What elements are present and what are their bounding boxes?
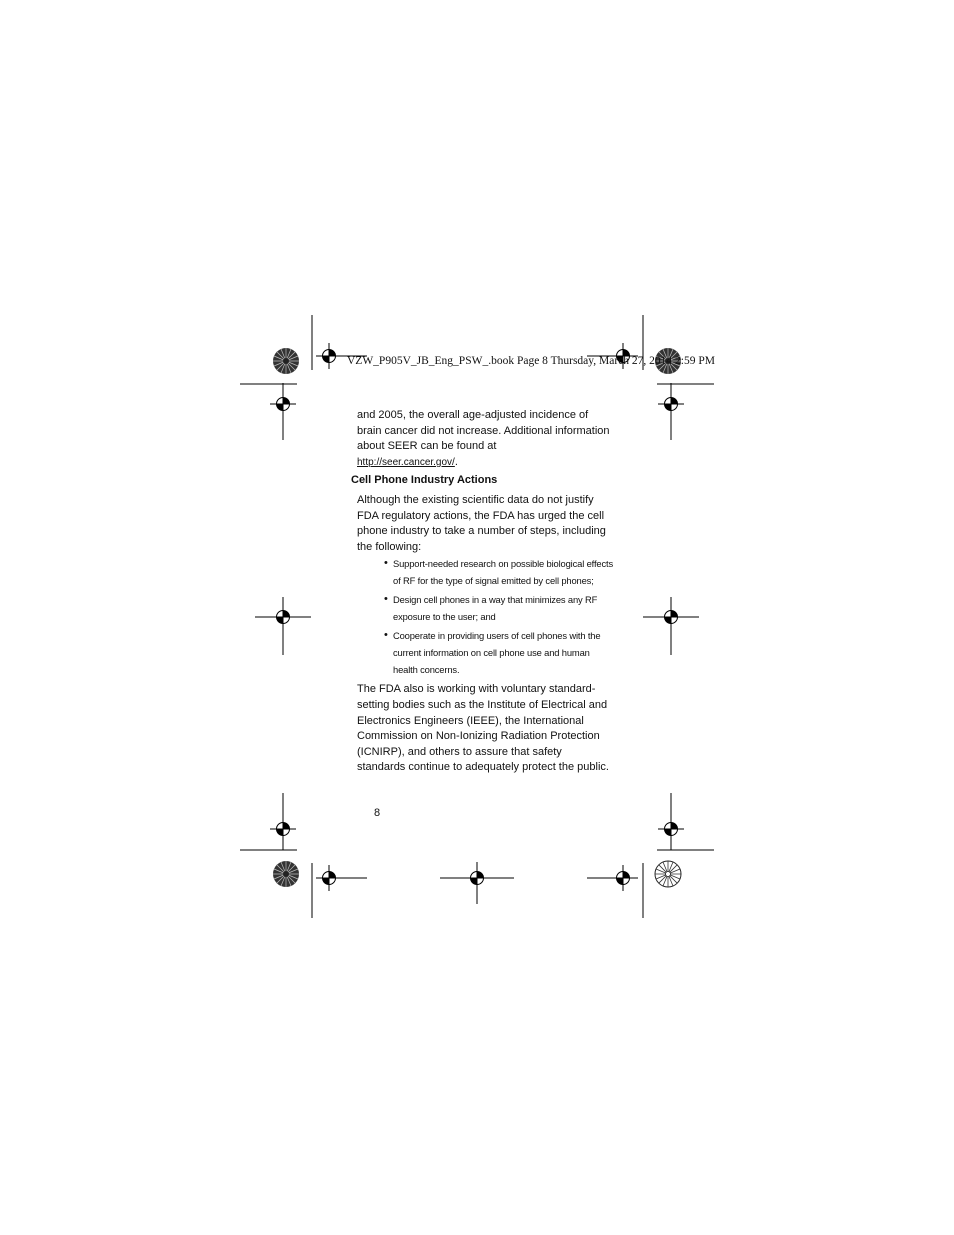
page-number: 8: [374, 807, 381, 819]
print-slug-line: VZW_P905V_JB_Eng_PSW_.book Page 8 Thursday, March 27, 2014 2:59 PM: [347, 355, 715, 367]
intro-paragraph: [357, 408, 613, 470]
list-item: • Support-needed research on possible biological effects of RF for the type of signal emitted by cell phones;: [393, 555, 613, 589]
section-intro: Although the existing scientific data do not justify FDA regulatory actions, the FDA has urged the cell phone industry to take a number of steps, including the following:: [357, 493, 606, 553]
section-heading: Cell Phone Industry Actions: [351, 474, 498, 487]
list-item: • Cooperate in providing users of cell phones with the current information on cell phone use and human health concerns.: [393, 627, 613, 678]
page-body: [351, 408, 613, 776]
seer-link[interactable]: http://seer.cancer.gov/: [357, 456, 455, 468]
closing-paragraph: The FDA also is working with voluntary standard-setting bodies such as the Institute of Electrical and Electronics Engineers (IEEE), the International Commission on Non-Ionizing Radiation Protection (ICNIRP), and others to assure that safety standards continue to adequately protect the public.: [357, 683, 609, 774]
actions-list: [357, 555, 613, 678]
intro-text: and 2005, the overall age-adjusted incidence of brain cancer did not increase. Additional information about SEER can be found at: [357, 409, 610, 453]
list-item: • Design cell phones in a way that minimizes any RF exposure to the user; and: [393, 591, 613, 625]
url-suffix: .: [454, 455, 458, 468]
